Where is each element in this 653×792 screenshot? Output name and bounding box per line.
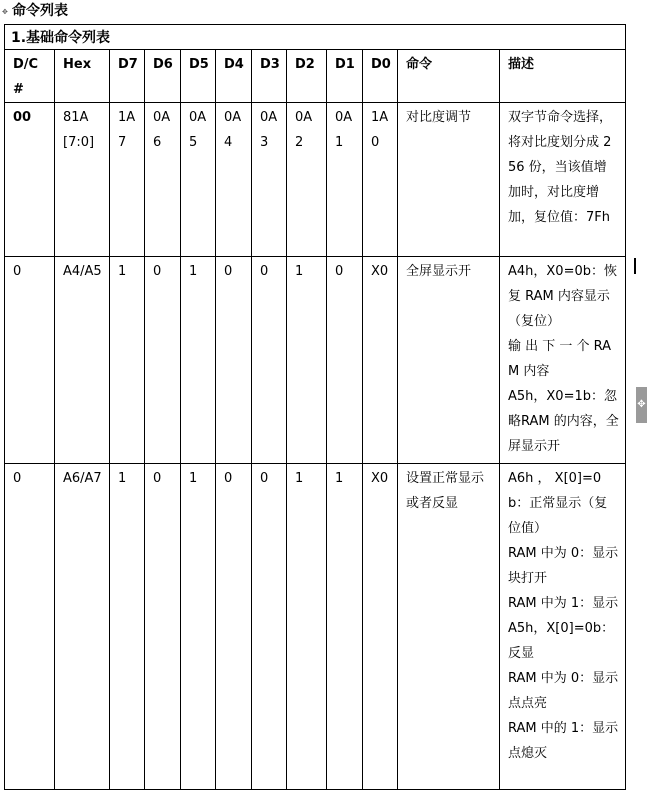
column-header: D6 [145, 50, 181, 103]
table-header-row [5, 50, 626, 103]
bit-cell: 1 [327, 464, 363, 790]
command-cell: 全屏显示开 [398, 257, 500, 464]
dc-cell: 00 [5, 103, 55, 257]
anchor-icon: ✥ [2, 8, 8, 16]
command-cell: 对比度调节 [398, 103, 500, 257]
description-line: 双字节命令选择，将对比度划分成 256 份，当该值增加时，对比度增加，复位值：7Fh [508, 110, 613, 225]
bit-cell: 1A7 [110, 103, 145, 257]
column-header: D7 [110, 50, 145, 103]
bit-cell: 1 [181, 464, 216, 790]
description-cell [500, 464, 626, 790]
description-line: A6h ， X[0]=0b：正常显示（复位值） [508, 471, 608, 536]
column-header: Hex [55, 50, 110, 103]
page-title: 命令列表 [12, 3, 68, 19]
description-line: A5h，X[0]=0b：反显 [508, 621, 615, 661]
bit-cell: 0A3 [252, 103, 287, 257]
column-header: D3 [252, 50, 287, 103]
dc-cell: 0 [5, 257, 55, 464]
bit-cell: 0 [216, 464, 252, 790]
description-line: RAM 中为 0：显示点点亮 [508, 671, 619, 711]
column-header: 描述 [500, 50, 626, 103]
bit-cell: X0 [363, 257, 398, 464]
bit-cell: 0 [327, 257, 363, 464]
description-line: 输 出 下 一 个 RAM 内容 [508, 339, 612, 379]
bit-cell: X0 [363, 464, 398, 790]
bit-cell: 0A4 [216, 103, 252, 257]
section-title: 1.基础命令列表 [5, 25, 626, 50]
bit-cell: 0A1 [327, 103, 363, 257]
description-line: RAM 中的 1：显示点熄灭 [508, 721, 619, 761]
bit-cell: 1 [287, 257, 327, 464]
column-header: D4 [216, 50, 252, 103]
dc-cell: 0 [5, 464, 55, 790]
bit-cell: 1 [287, 464, 327, 790]
bit-cell: 0 [145, 464, 181, 790]
hex-cell: A6/A7 [55, 464, 110, 790]
description-line: RAM 中为 0：显示块打开 [508, 546, 619, 586]
text-cursor [634, 258, 636, 274]
description-cell [500, 103, 626, 257]
hex-cell: A4/A5 [55, 257, 110, 464]
bit-cell: 1 [110, 464, 145, 790]
bit-cell: 0A5 [181, 103, 216, 257]
command-table [4, 24, 626, 790]
table-row [5, 257, 626, 464]
description-line: A5h，X0=1b：忽略RAM 的内容，全屏显示开 [508, 389, 619, 454]
table-row [5, 103, 626, 257]
table-row [5, 464, 626, 790]
bit-cell: 0 [252, 257, 287, 464]
description-line: A4h，X0=0b：恢复 RAM 内容显示（复位） [508, 264, 617, 329]
bit-cell: 0A6 [145, 103, 181, 257]
bit-cell: 1 [181, 257, 216, 464]
column-header: 命令 [398, 50, 500, 103]
description-line: RAM 中为 1：显示 [508, 596, 619, 611]
column-header: D1 [327, 50, 363, 103]
bit-cell: 0A2 [287, 103, 327, 257]
description-cell [500, 257, 626, 464]
command-cell: 设置正常显示或者反显 [398, 464, 500, 790]
bit-cell: 0 [216, 257, 252, 464]
column-header: D0 [363, 50, 398, 103]
column-header: D2 [287, 50, 327, 103]
hex-cell: 81A[7:0] [55, 103, 110, 257]
bit-cell: 1 [110, 257, 145, 464]
bit-cell: 0 [252, 464, 287, 790]
bit-cell: 1A0 [363, 103, 398, 257]
column-header: D5 [181, 50, 216, 103]
expand-handle-icon[interactable]: ✥ [636, 387, 647, 423]
column-header: D/C# [5, 50, 55, 103]
bit-cell: 0 [145, 257, 181, 464]
